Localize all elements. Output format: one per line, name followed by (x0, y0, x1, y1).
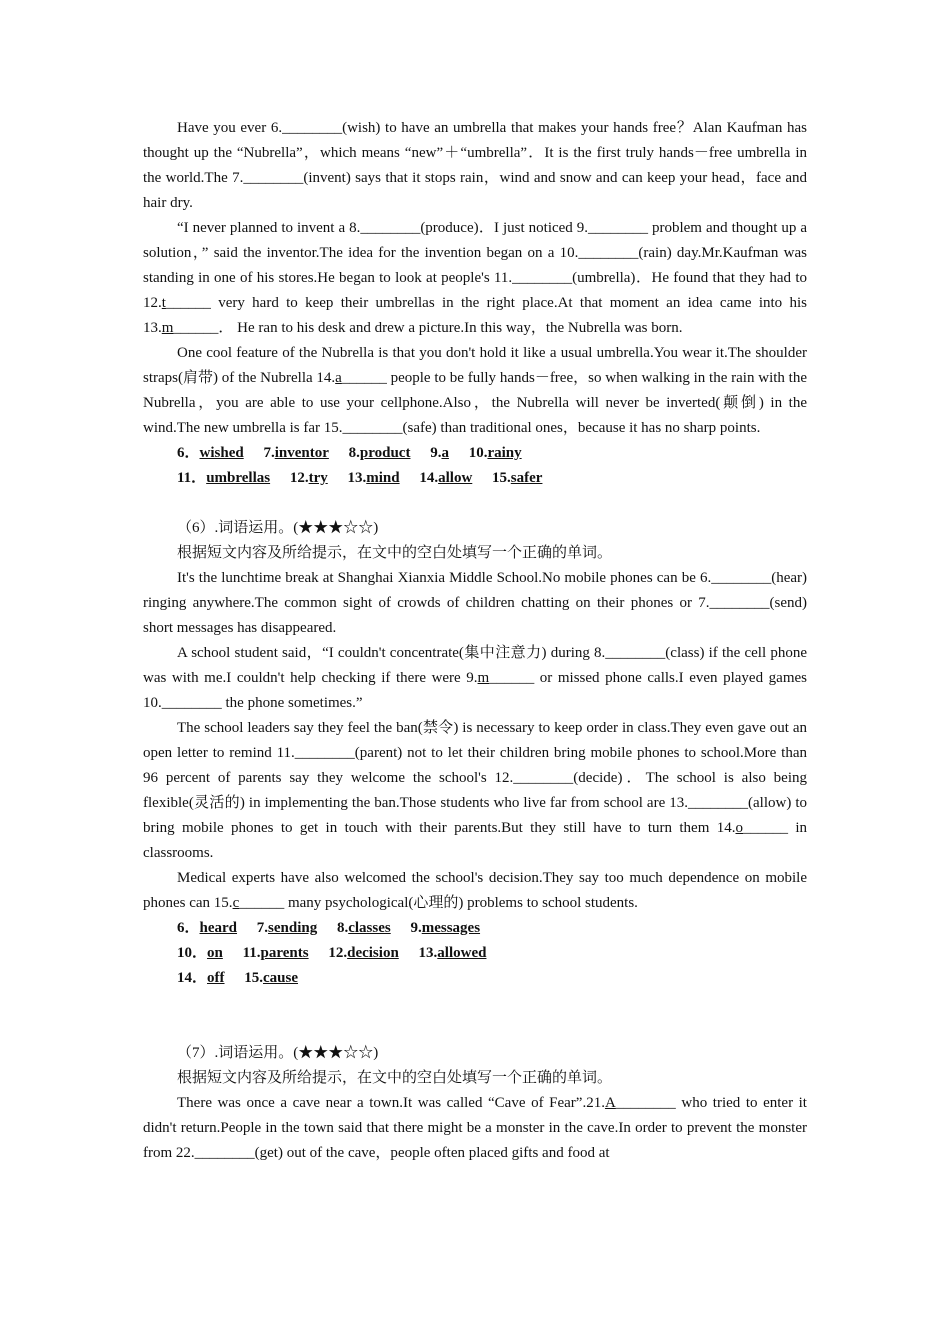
text-run: ______ many psychological(心理的) problems to school students. (239, 895, 638, 911)
answer-item (257, 920, 317, 936)
answer-item (419, 945, 487, 961)
section7-paragraph-1 (143, 1091, 807, 1166)
answer-word: sending (268, 920, 318, 936)
section6-paragraph-1: It's the lunchtime break at Shanghai Xianxia Middle School.No mobile phones can be 6.________(hear) ringing anywhere.The common sight of crowds of children chatting on their phones or 7.________(send) short messages has disappeared. (143, 570, 807, 636)
answer-line (143, 966, 807, 991)
answer-item (177, 970, 225, 986)
answer-word: on (207, 945, 223, 961)
hint-letter: o (735, 820, 743, 836)
answer-word: a (441, 445, 449, 461)
answer-number: 14. (419, 470, 439, 486)
answer-number: 12. (328, 945, 348, 961)
answer-word: decision (347, 945, 399, 961)
answer-number: 12. (289, 470, 309, 486)
passage5-paragraph-3 (143, 341, 807, 441)
worksheet-page (143, 116, 807, 1166)
text-run: ______ in classrooms. (143, 820, 807, 861)
answer-line (143, 466, 807, 491)
text-run: One cool feature of the Nubrella is that you don't hold it like a usual umbrella.You wear it.The shoulder straps(肩带) of the Nubrella 14. (143, 345, 807, 386)
answer-item (337, 920, 391, 936)
answer-item (410, 920, 480, 936)
answer-word: wished (199, 445, 244, 461)
answer-word: parents (260, 945, 309, 961)
answer-item (243, 945, 309, 961)
answer-number: 10. (468, 445, 488, 461)
hint-letter: A (604, 1095, 616, 1111)
answer-word: heard (199, 920, 238, 936)
answer-number: 7. (263, 445, 275, 461)
answer-word: safer (510, 470, 543, 486)
text-run: ______ very hard to keep their umbrellas in the right place.At that moment an idea came into his 13. (143, 295, 807, 336)
answer-item (348, 470, 400, 486)
section6-paragraph-3 (143, 716, 807, 866)
answer-item (177, 920, 237, 936)
answer-line (143, 941, 807, 966)
text-run: There was once a cave near a town.It was called “Cave of Fear”.21. (177, 1095, 605, 1111)
answer-item (328, 945, 398, 961)
answer-item (349, 445, 411, 461)
answer-word: allow (438, 470, 473, 486)
answer-item (290, 470, 328, 486)
answer-number: 11． (177, 470, 207, 486)
answer-word: messages (421, 920, 481, 936)
text-run: ______． He ran to his desk and drew a picture.In this way，the Nubrella was born. (173, 320, 683, 336)
section6-paragraph-2 (143, 641, 807, 716)
answer-number: 15. (492, 470, 511, 486)
answer-number: 10． (177, 945, 208, 961)
answer-word: inventor (274, 445, 329, 461)
hint-letter: m (161, 320, 174, 336)
text-run: ______ people to be fully hands－free，so when walking in the rain with the Nubrella，you are able to use your cellphone.Also，the Nubrella will never be inverted(颠倒) in the wind.The new umbrella is far 15.________(safe) than traditional ones，because it has no sharp points. (143, 370, 807, 436)
answer-line (143, 916, 807, 941)
hint-letter: c (232, 895, 240, 911)
answer-number: 8. (348, 445, 360, 461)
passage5-paragraph-1: Have you ever 6.________(wish) to have an umbrella that makes your hands free？Alan Kaufman has thought up the “Nubrella”，which means “new”＋“umbrella”．It is the first truly hands－free umbrella in the world.The 7.________(invent) says that it stops rain，wind and snow and can keep your head，face and hair dry. (143, 120, 807, 211)
answer-number: 7. (256, 920, 269, 936)
hint-letter: t (161, 295, 166, 311)
hint-letter: a (335, 370, 342, 386)
section-7-instruction: 根据短文内容及所给提示，在文中的空白处填写一个正确的单词。 (177, 1070, 613, 1086)
answer-word: off (207, 970, 225, 986)
answer-number: 14． (177, 970, 208, 986)
answer-item (244, 970, 298, 986)
answer-number: 6． (177, 920, 200, 936)
passage5-paragraph-2 (143, 216, 807, 341)
answer-item (177, 945, 223, 961)
hint-letter: m (477, 670, 490, 686)
answer-word: product (359, 445, 411, 461)
answer-word: try (308, 470, 328, 486)
answer-word: classes (348, 920, 391, 936)
answer-item (263, 445, 328, 461)
answer-item (430, 445, 449, 461)
text-run: “I never planned to invent a 8.________(produce)．I just noticed 9.________ problem and thought up a solution，” said the inventor.The idea for the invention began on a 10.________(rain) day.Mr.Kaufman was standing in one of his stores.He began to look at people's 11.________(umbrella)．He found that they had to 12. (143, 220, 807, 311)
answer-item (177, 445, 244, 461)
answer-line (143, 441, 807, 466)
answer-word: rainy (487, 445, 522, 461)
answer-number: 9. (410, 920, 422, 936)
answer-number: 13. (347, 470, 367, 486)
text-run: ______ or missed phone calls.I even played games 10.________ the phone sometimes.” (143, 670, 807, 711)
answer-number: 8. (336, 920, 349, 936)
text-run: ________ who tried to enter it didn't return.People in the town said that there might be a monster in the cave.In order to prevent the monster from 22.________(get) out of the cave，people often placed gifts and food at (143, 1095, 807, 1161)
answer-number: 15. (244, 970, 264, 986)
section-6-heading: （6）.词语运用。(★★★☆☆) (177, 520, 379, 536)
answer-item (492, 470, 542, 486)
answer-word: mind (366, 470, 400, 486)
text-run: A school student said，“I couldn't concentrate(集中注意力) during 8.________(class) if the cell phone was with me.I couldn't help checking if there were 9. (143, 645, 807, 686)
text-run: The school leaders say they feel the ban(禁令) is necessary to keep order in class.They even gave out an open letter to remind 11.________(parent) not to let their children bring mobile phones to school.More than 96 percent of parents say they welcome the school's 12.________(decide)．The school is also being flexible(灵活的) in implementing the ban.Those students who live far from school are 13.________(allow) to bring mobile phones to get in touch with their parents.But they still have to turn them 14. (143, 720, 807, 836)
section6-paragraph-4 (143, 866, 807, 916)
answer-word: allowed (437, 945, 487, 961)
answer-number: 9. (430, 445, 442, 461)
answer-number: 6． (177, 445, 200, 461)
answer-number: 13. (418, 945, 438, 961)
text-run: Medical experts have also welcomed the school's decision.They say too much dependence on mobile phones can 15. (143, 870, 807, 911)
answer-item (469, 445, 522, 461)
section-6-instruction: 根据短文内容及所给提示，在文中的空白处填写一个正确的单词。 (177, 545, 613, 561)
answer-item (177, 470, 270, 486)
section-7-heading: （7）.词语运用。(★★★☆☆) (177, 1045, 379, 1061)
answer-word: umbrellas (206, 470, 271, 486)
answer-item (419, 470, 472, 486)
answer-number: 11. (242, 945, 261, 961)
answer-word: cause (263, 970, 299, 986)
